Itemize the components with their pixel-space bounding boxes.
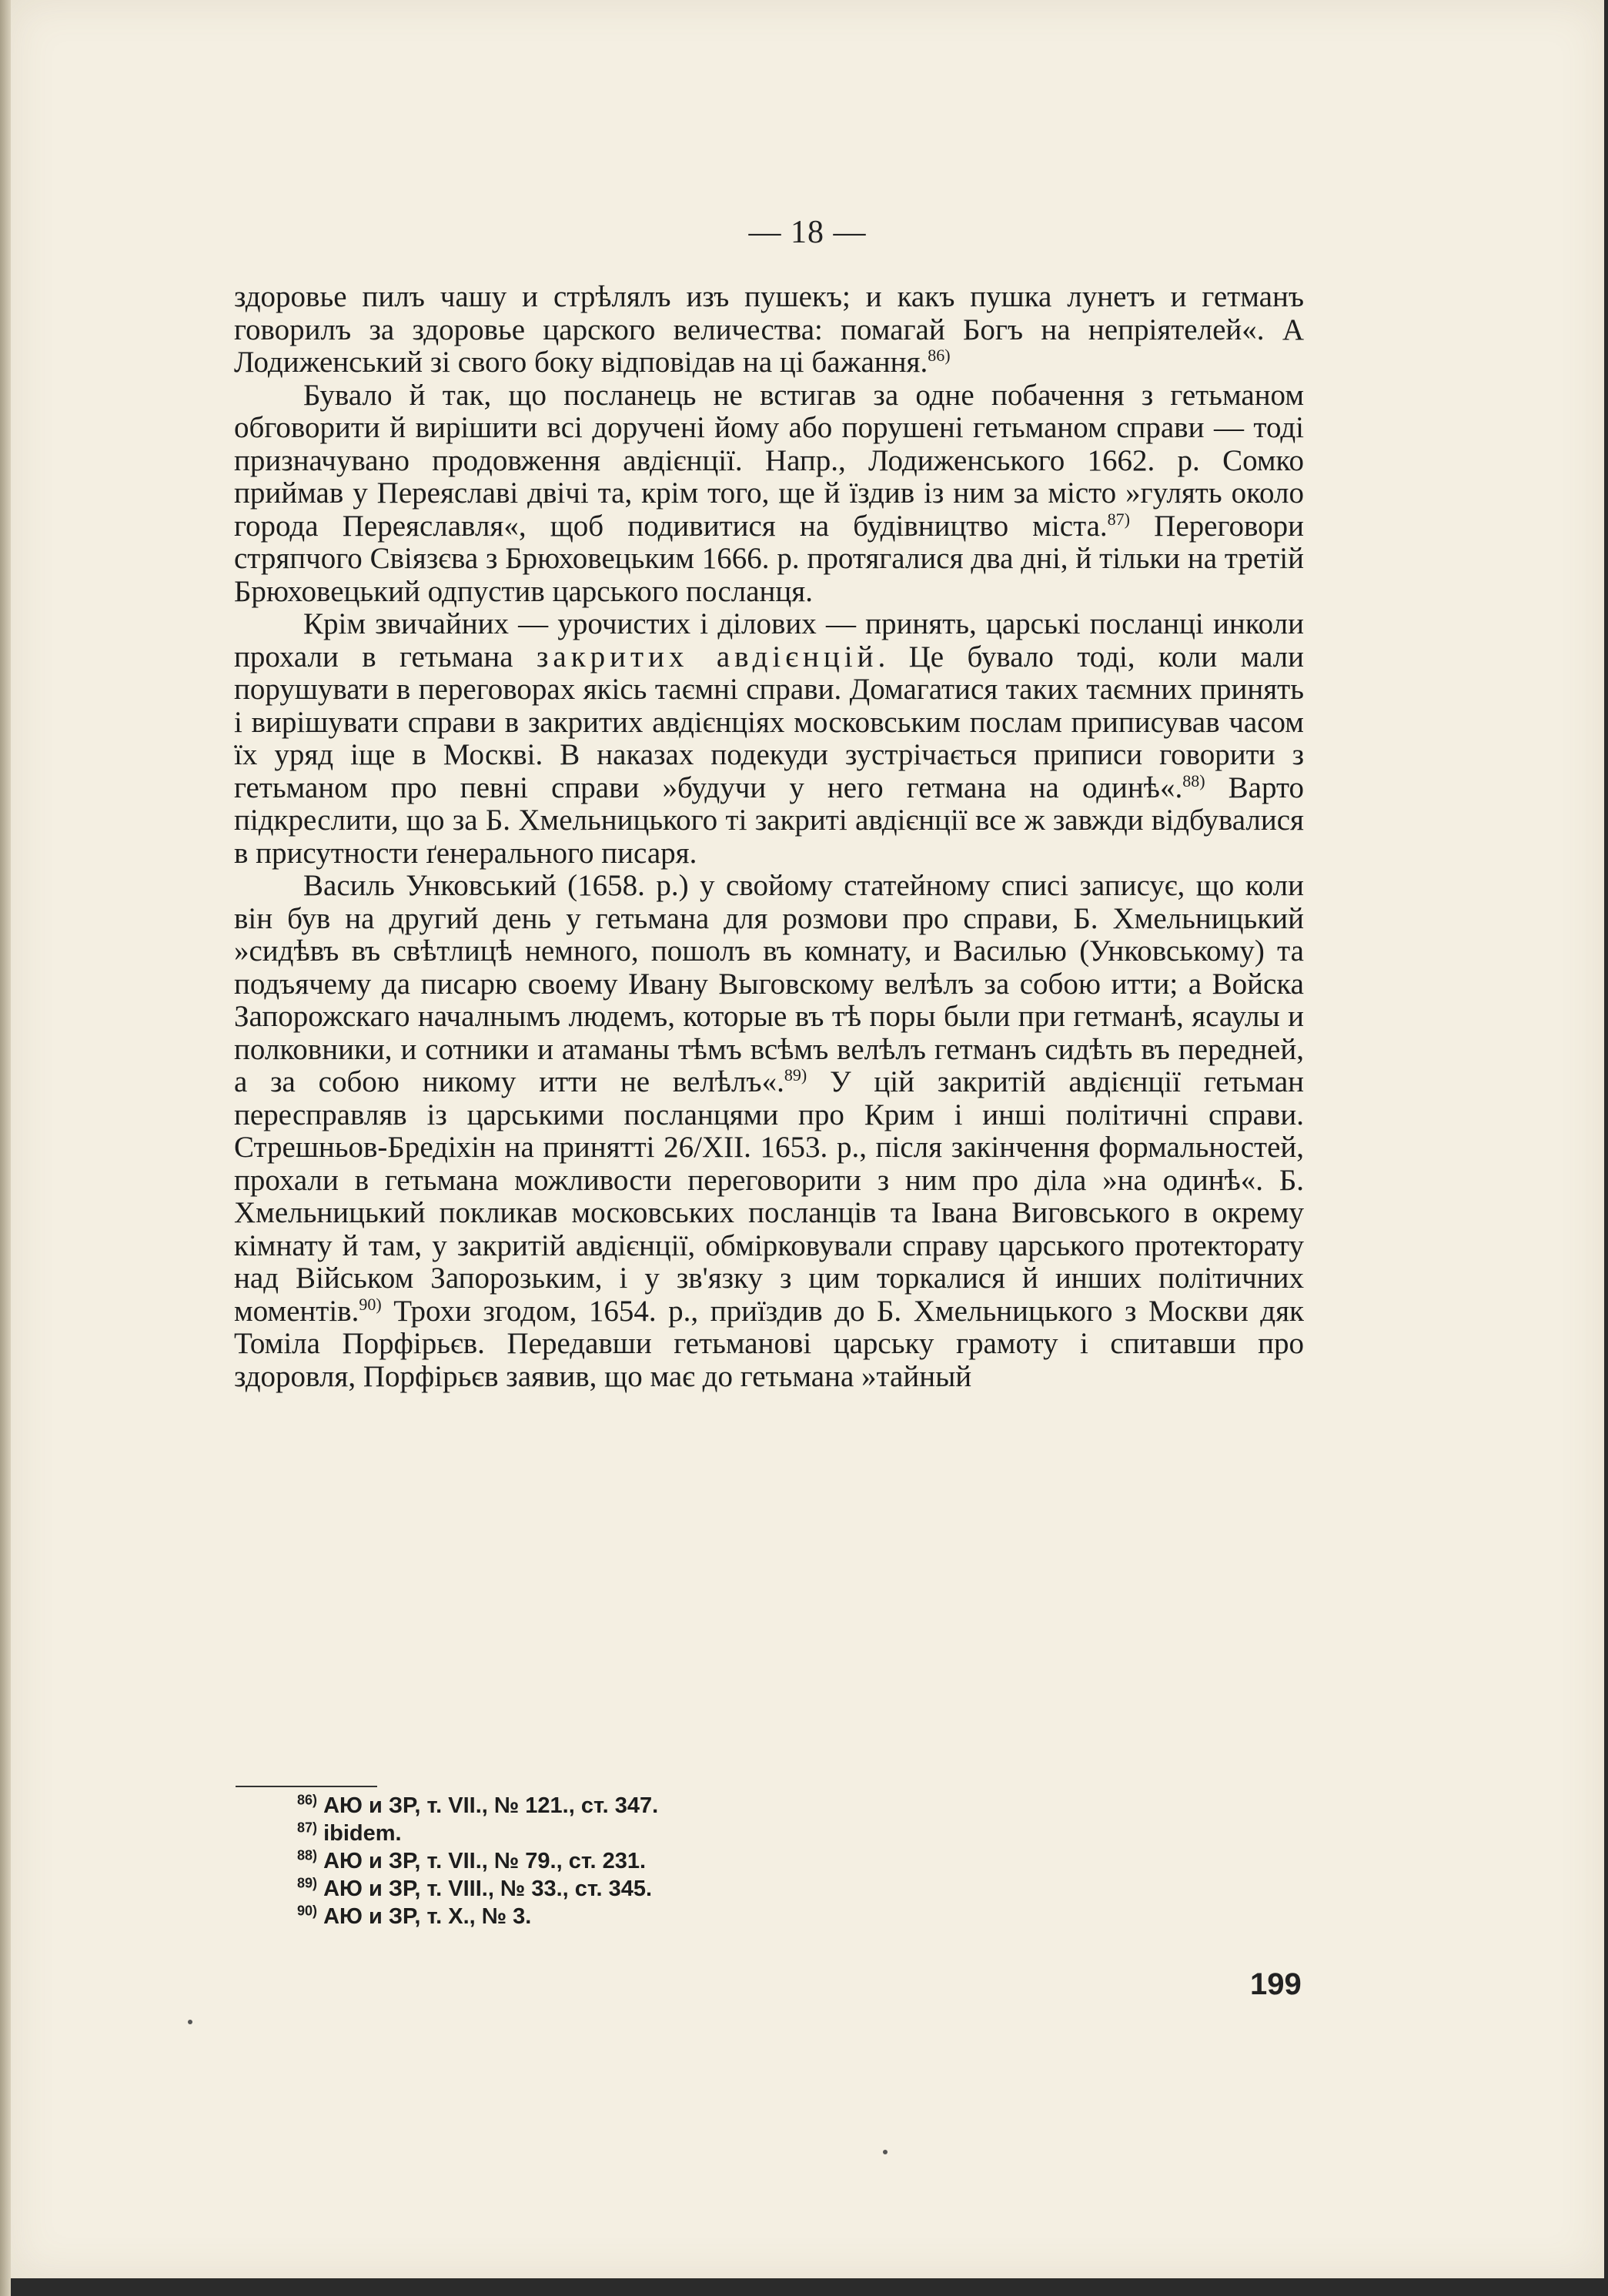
footnote-mark: 87) xyxy=(297,1820,318,1836)
page-header: — 18 — xyxy=(748,215,867,250)
footnote xyxy=(297,1847,658,1875)
footnote xyxy=(297,1820,658,1847)
footnote-text: АЮ и ЗР, т. VIII., № 33., ст. 345. xyxy=(317,1877,653,1901)
text-run: Бувало й так, що посланець не встигав за одне побачення з гетьманом обговорити й вирішити всі доручені йому або порушені гетьманом справи — тоді призначувано продовження авдієнції. Напр., Лодиженського 1662. р. Сомко приймав у Переяславі двічі та, крім того, ще й їздив із ним за місто »гулять около города Переяславля«, щоб подивитися на будівництво міста. xyxy=(234,378,1304,543)
footnote-mark: 89) xyxy=(297,1875,318,1891)
footnote xyxy=(297,1875,658,1903)
footnote-ref: 90) xyxy=(359,1294,382,1314)
footnote-mark: 90) xyxy=(297,1903,318,1919)
footnote-ref: 89) xyxy=(784,1065,807,1085)
paper-speck xyxy=(883,2150,888,2154)
binding-edge xyxy=(0,0,11,2296)
footnote-ref: 88) xyxy=(1182,770,1205,790)
paper-speck xyxy=(188,2020,192,2024)
footnote-mark: 88) xyxy=(297,1847,318,1863)
footnote-mark: 86) xyxy=(297,1792,318,1808)
body-text xyxy=(234,281,1304,1393)
text-run: Трохи згодом, 1654. р., приїздив до Б. Хмельницького з Москви дяк Томіла Порфірьєв. Передавши гетьманові царську грамоту і спитавши про здоровля, Порфірьєв заявив, що має до гетьмана »тайный xyxy=(234,1294,1304,1393)
text-run: . Це бувало тоді, коли мали порушувати в переговорах якісь таємні справи. Домагатися таких таємних принять і вирішувати справи в закритих авдієнціях московським послам приписував часом їх уряд іще в Москві. В наказах подекуди зустрічається приписи говорити з гетьманом про певні справи »будучи у него гетмана на одинѣ«. xyxy=(234,640,1305,804)
footnote-ref: 87) xyxy=(1107,509,1130,529)
footnote-text: АЮ и ЗР, т. X., № 3. xyxy=(317,1904,532,1929)
book-page xyxy=(11,0,1604,2278)
paragraph xyxy=(234,870,1304,1393)
footnote-rule xyxy=(236,1786,377,1787)
footnote-text: АЮ и ЗР, т. VII., № 79., ст. 231. xyxy=(317,1849,647,1873)
paragraph xyxy=(234,379,1304,609)
emphasized-text: закритих авдієнцій xyxy=(536,640,878,673)
folio-number: 199 xyxy=(1250,1967,1302,2001)
paragraph xyxy=(234,608,1304,870)
text-run: здоровье пилъ чашу и стрѣлялъ изъ пушекъ; и какъ пушка лунетъ и гетманъ говорилъ за здоровье царского величества: помагай Богъ на непріятелей«. А Лодиженський зі свого боку відповідав на ці бажання. xyxy=(234,280,1304,379)
text-run: Варто підкреслити, що за Б. Хмельницького ті закриті авдієнції все ж завжди відбувалися в присутности ґенерального писаря. xyxy=(234,770,1304,870)
footnote xyxy=(297,1792,658,1820)
footnote-ref: 86) xyxy=(928,346,951,365)
footnote xyxy=(297,1903,658,1930)
text-run: Крім звичайних — урочистих і ділових — принять, царські посланці инколи прохали в гетьмана xyxy=(234,607,1304,673)
text-run: Василь Унковський (1658. р.) у свойому статейному списі записує, що коли він був на другий день у гетьмана для розмови про справи, Б. Хмельницький »сидѣвъ въ свѣтлицѣ немного, пошолъ въ комнату, и Василью (Унковському) та подъячему да писарю своему Ивану Выговскому велѣлъ за собою итти; а Войска Запорожскаго началнымъ людемъ, которые въ тѣ поры были при гетманѣ, ясаулы и полковники, и сотники и атаманы тѣмъ всѣмъ велѣлъ гетманъ сидѣть въ передней, а за собою никому итти не велѣлъ«. xyxy=(234,869,1304,1098)
footnote-text: АЮ и ЗР, т. VII., № 121., ст. 347. xyxy=(317,1793,659,1818)
text-run: У цій закритій авдієнції гетьман пересправляв із царськими посланцями про Крим і инші політичні справи. Стрешньов-Бредіхін на принятті 26/XII. 1653. р., після закінчення формальностей, прохали в гетьмана можливости переговорити з ним про діла »на одинѣ«. Б. Хмельницький покликав московських посланців та Івана Виговського в окрему кімнату й там, у закритій авдієнції, обмірковували справу царського протекторату над Військом Запорозьким, і у зв'язку з цим торкалися й инших політичних моментів. xyxy=(234,1065,1304,1328)
footnotes xyxy=(297,1792,658,1930)
footnote-text: ibidem. xyxy=(317,1821,402,1846)
paragraph xyxy=(234,281,1304,379)
text-run: Переговори стряпчого Свіязєва з Брюховецьким 1666. р. протягалися два дні, й тільки на третій Брюховецький одпустив царського посланця. xyxy=(234,509,1304,608)
